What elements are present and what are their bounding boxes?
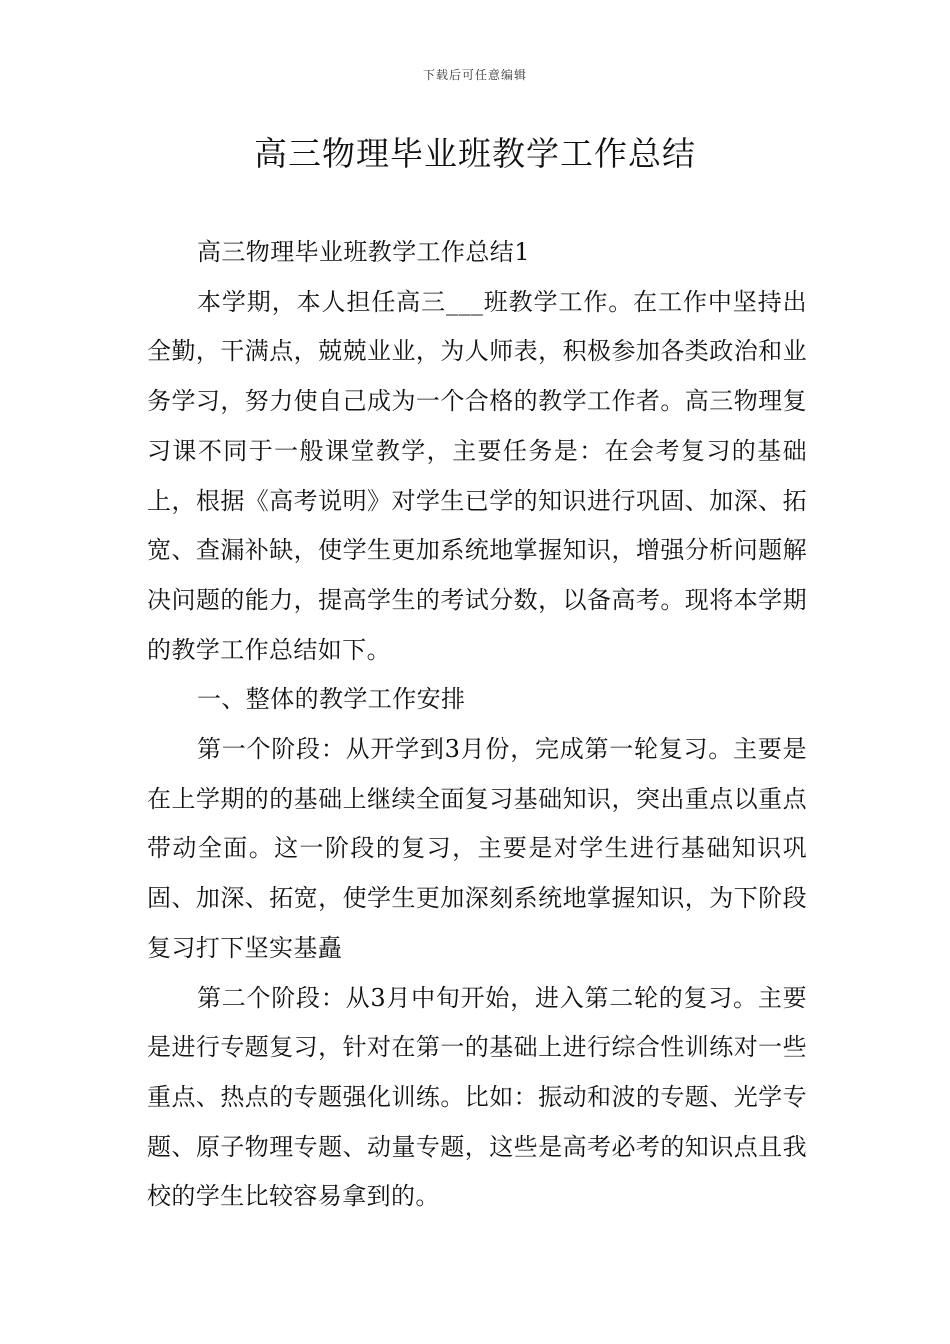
- download-note: 下载后可任意编辑: [422, 68, 527, 82]
- section-subtitle: 高三物理毕业班教学工作总结1: [197, 238, 530, 266]
- stage-two-paragraph: 第二个阶段：从3月中旬开始，进入第二轮的复习。主要是进行专题复习，针对在第一的基础上进行综合性训练对一些重点、热点的专题强化训练。比如：振动和波的专题、光学专题、原子物理专题、动量专题，这些是高考必考的知识点且我校的学生比较容易拿到的。: [147, 983, 807, 1211]
- intro-paragraph: 本学期，本人担任高三___班教学工作。在工作中坚持出全勤，干满点，兢兢业业，为人师表，积极参加各类政治和业务学习，努力使自己成为一个合格的教学工作者。高三物理复习课不同于一般课堂教学，主要任务是：在会考复习的基础上，根据《高考说明》对学生已学的知识进行巩固、加深、拓宽、查漏补缺，使学生更加系统地掌握知识，增强分析问题解决问题的能力，提高学生的考试分数，以备高考。现将本学期的教学工作总结如下。: [147, 287, 807, 664]
- document-title: 高三物理毕业班教学工作总结: [254, 134, 696, 173]
- document-body: [147, 228, 807, 1222]
- section-heading: 一、整体的教学工作安排: [197, 685, 466, 714]
- stage-one-paragraph: 第一个阶段：从开学到3月份，完成第一轮复习。主要是在上学期的的基础上继续全面复习基础知识，突出重点以重点带动全面。这一阶段的复习，主要是对学生进行基础知识巩固、加深、拓宽，使学生更加深刻系统地掌握知识，为下阶段复习打下坚实基矗: [147, 735, 807, 962]
